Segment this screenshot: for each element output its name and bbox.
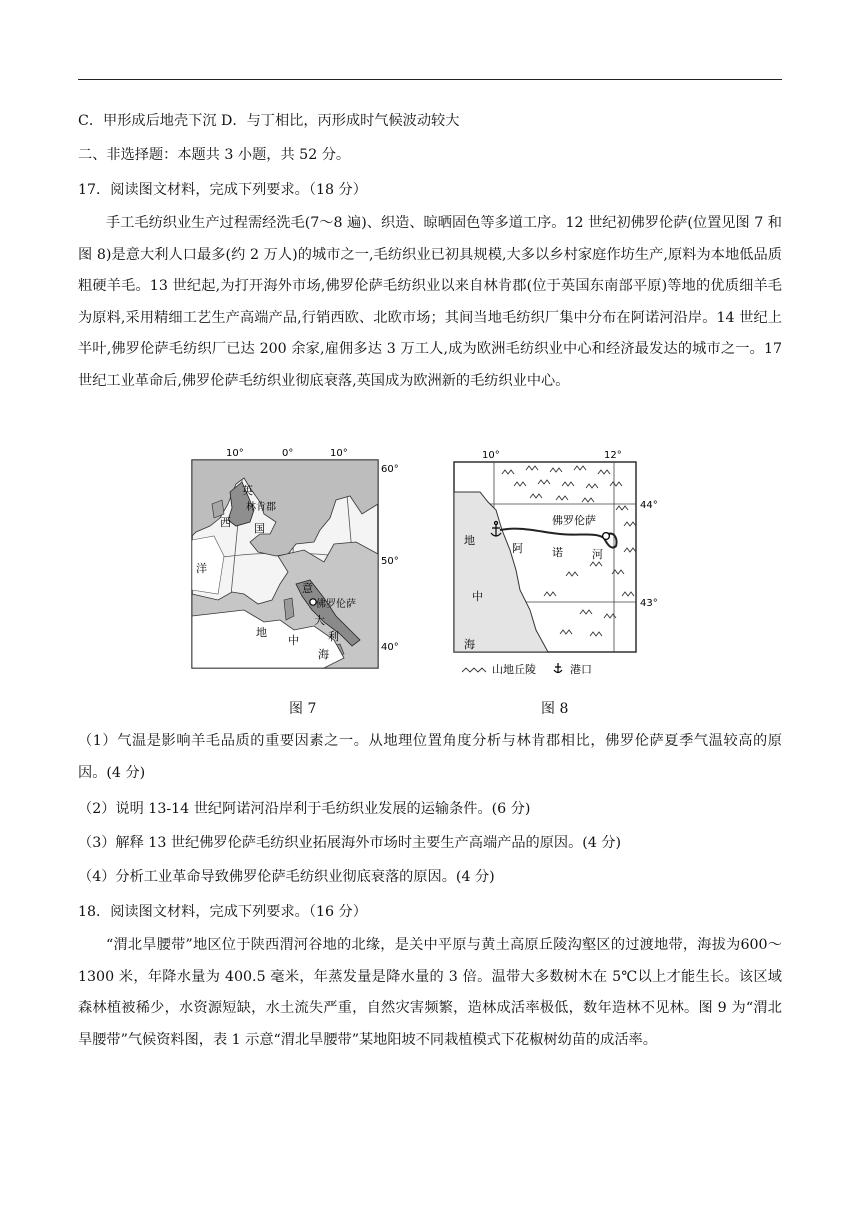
q17-material-text: 手工毛纺织业生产过程需经洗毛(7～8 遍)、织造、晾晒固色等多道工序。12 世纪初佛罗伦萨(位置见图 7 和图 8)是意大利人口最多(约 2 万人)的城市之一,毛纺织业已初具规模,大多以乡村家庭作坊生产,原料为本地低品质粗硬羊毛。13 世纪起,为打开海外市场,佛罗伦萨毛纺织业以来自林肯郡(位于英国东南部平原)等地的优质细羊毛为原料,采用精细工艺生产高端产品,行销西欧、北欧市场；其间当地毛纺织厂集中分布在阿诺河沿岸。14 世纪上半叶,佛罗伦萨毛纺织厂已达 200 余家,雇佣多达 3 万工人,成为欧洲毛纺织业中心和经济最发达的城市之一。17 世纪工业革命后,佛罗伦萨毛纺织业彻底衰落,英国成为欧洲新的毛纺织业中心。 xyxy=(78,215,782,389)
fig7-label-med-1: 地 xyxy=(256,626,267,639)
fig7-label-england: 英 xyxy=(242,484,253,497)
figure-7-map xyxy=(184,444,404,684)
fig7-label-country: 国 xyxy=(254,522,265,535)
legend-hills-icon xyxy=(462,668,486,672)
fig7-label-italy-2: 大 xyxy=(314,614,325,627)
fig7-lon-e: 10° xyxy=(330,448,348,459)
q18-material xyxy=(78,930,782,1056)
section-2-heading: 二、非选择题：本题共 3 小题，共 52 分。 xyxy=(78,147,351,163)
fig8-lat-43: 43° xyxy=(640,598,658,609)
fig8-label-sea-2: 中 xyxy=(472,590,483,603)
fig7-label-med-3: 海 xyxy=(318,648,329,661)
fig7-lat-60: 60° xyxy=(381,464,399,475)
fig8-label-arno-1: 阿 xyxy=(512,542,523,555)
fig7-label-west: 西 xyxy=(220,516,231,529)
fig7-label-italy-3: 利 xyxy=(328,630,339,643)
fig8-lon-12: 12° xyxy=(604,450,622,461)
q17-subquestion-3: （3）解释 13 世纪佛罗伦萨毛纺织业拓展海外市场时主要生产高端产品的原因。(4 分) xyxy=(78,835,622,851)
figure-7-caption: 图 7 xyxy=(289,701,317,717)
fig7-label-med-2: 中 xyxy=(288,634,299,647)
q18-heading: 18．阅读图文材料，完成下列要求。（16 分） xyxy=(78,904,367,920)
fig7-label-ocean: 洋 xyxy=(196,562,207,575)
fig7-lat-40: 40° xyxy=(381,642,399,653)
fig7-label-florence: 佛罗伦萨 xyxy=(316,599,356,610)
fig8-label-sea-3: 海 xyxy=(464,638,475,651)
q17-subquestion-4: （4）分析工业革命导致佛罗伦萨毛纺织业彻底衰落的原因。(4 分) xyxy=(78,869,495,885)
fig7-label-lincolnshire: 林肯郡 xyxy=(246,502,276,513)
q16-options-cd: C．甲形成后地壳下沉 D．与丁相比，丙形成时气候波动较大 xyxy=(78,113,460,129)
legend-anchor-icon xyxy=(554,663,562,673)
fig8-lat-44: 44° xyxy=(640,500,658,511)
fig7-label-italy-1: 意 xyxy=(302,582,313,595)
fig8-label-florence: 佛罗伦萨 xyxy=(552,514,596,527)
fig8-legend-port: 港口 xyxy=(570,663,592,676)
fig8-lon-10: 10° xyxy=(482,450,500,461)
fig7-lat-50: 50° xyxy=(381,556,399,567)
fig8-legend-hills: 山地丘陵 xyxy=(492,663,536,676)
fig7-lon-w: 10° xyxy=(226,448,244,459)
q17-material xyxy=(78,208,782,398)
q17-heading: 17．阅读图文材料，完成下列要求。（18 分） xyxy=(78,182,367,198)
fig8-label-sea-1: 地 xyxy=(464,534,475,547)
header-rule xyxy=(78,79,782,80)
q18-material-text: “渭北旱腰带”地区位于陕西渭河谷地的北缘，是关中平原与黄土高原丘陵沟壑区的过渡地带，海拔为600～1300 米，年降水量为 400.5 毫米，年蒸发量是降水量的 3 倍。温带大多数树木在 5℃以上才能生长。该区域森林植被稀少，水资源短缺，水土流失严重，自然灾害频繁，造林成活率极低，数年造林不见林。图 9 为“渭北旱腰带”气候资料图，表 1 示意“渭北旱腰带”某地阳坡不同栽植模式下花椒树幼苗的成活率。 xyxy=(78,937,782,1048)
fig8-label-arno-2: 诺 xyxy=(552,546,563,559)
figure-8-caption: 图 8 xyxy=(541,701,569,717)
fig7-lon-0: 0° xyxy=(282,448,294,459)
fig8-label-arno-3: 河 xyxy=(592,548,603,561)
q17-subquestion-1: （1）气温是影响羊毛品质的重要因素之一。从地理位置角度分析与林肯郡相比，佛罗伦萨夏季气温较高的原因。(4 分) xyxy=(78,733,782,781)
figure-8-map xyxy=(440,446,680,684)
q17-subquestion-2: （2）说明 13-14 世纪阿诺河沿岸利于毛纺织业发展的运输条件。(6 分) xyxy=(78,801,531,817)
